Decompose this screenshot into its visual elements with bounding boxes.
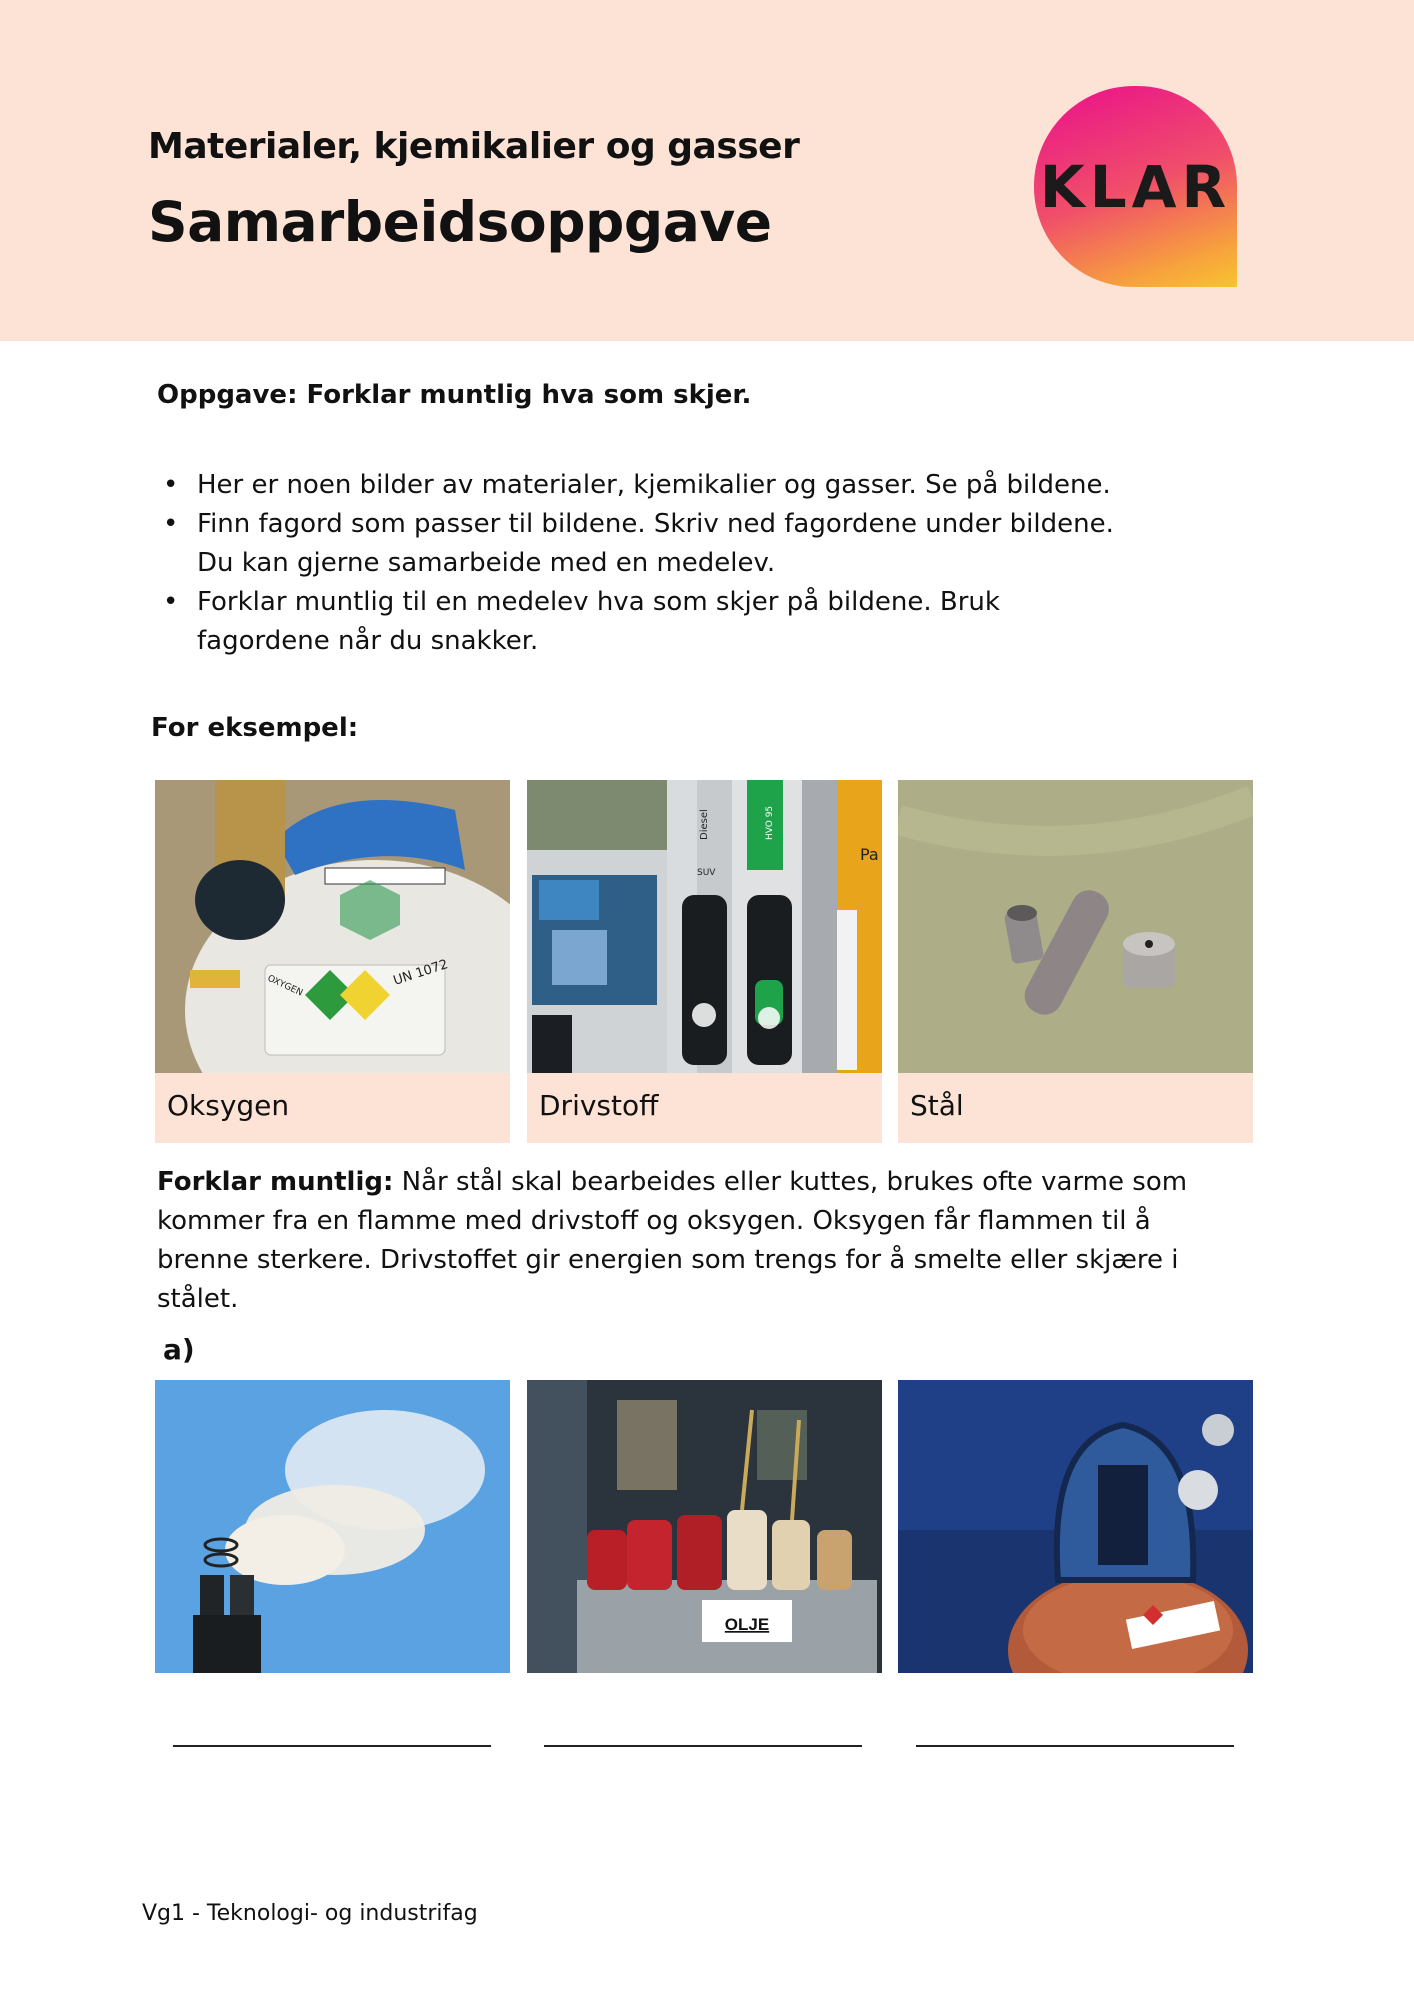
instruction-item: • Her er noen bilder av materialer, kjemikalier og gasser. Se på bildene.: [157, 466, 1137, 505]
svg-text:HVO 95: HVO 95: [765, 805, 775, 840]
chimney-smoke-photo: [155, 1380, 510, 1673]
answer-line[interactable]: [173, 1745, 491, 1747]
oral-explanation: [157, 1163, 1217, 1319]
oil-cans-photo: [527, 1380, 882, 1673]
page-subtitle: Materialer, kjemikalier og gasser: [148, 126, 800, 167]
svg-text:Pa: Pa: [860, 845, 879, 864]
explanation-lead: Forklar muntlig:: [157, 1167, 394, 1197]
steel-parts-photo: [898, 780, 1253, 1073]
caption-oxygen: Oksygen: [155, 1073, 510, 1143]
gas-cylinder-valve-photo: [898, 1380, 1253, 1673]
caption-steel: Stål: [898, 1073, 1253, 1143]
instruction-item: • Forklar muntlig til en medelev hva som skjer på bildene. Bruk fagordene når du snakker.: [157, 583, 1137, 661]
example-card-oxygen: [155, 780, 510, 1143]
fuel-pump-photo: [527, 780, 882, 1073]
logo-text: KLAR: [1039, 152, 1232, 221]
explanation-text: Når stål skal bearbeides eller kuttes, brukes ofte varme som kommer fra en flamme med drivstoff og oksygen. Oksygen får flammen til å brenne sterkere. Drivstoffet gir energien som trengs for å smelte eller skjære i stålet.: [157, 1167, 1188, 1314]
task-heading: Oppgave: Forklar muntlig hva som skjer.: [157, 380, 752, 410]
svg-text:UN 1072: UN 1072: [391, 957, 450, 989]
caption-fuel: Drivstoff: [527, 1073, 882, 1143]
page-header: [0, 0, 1414, 341]
example-card-steel: [898, 780, 1253, 1143]
oxygen-cylinder-photo: [155, 780, 510, 1073]
instruction-item: • Finn fagord som passer til bildene. Skriv ned fagordene under bildene. Du kan gjerne samarbeide med en medelev.: [157, 505, 1137, 583]
instruction-list: [157, 466, 1137, 661]
footer-text: Vg1 - Teknologi- og industrifag: [142, 1901, 478, 1926]
example-card-fuel: [527, 780, 882, 1143]
svg-text:Diesel: Diesel: [699, 809, 710, 840]
answer-line[interactable]: [916, 1745, 1234, 1747]
page-title: Samarbeidsoppgave: [148, 190, 772, 254]
svg-text:SUV: SUV: [697, 868, 716, 878]
svg-text:OXYGEN: OXYGEN: [265, 973, 305, 999]
answer-line[interactable]: [544, 1745, 862, 1747]
exercise-a-label: a): [163, 1333, 195, 1366]
example-label: For eksempel:: [151, 713, 359, 743]
svg-text:OLJE: OLJE: [724, 1615, 770, 1634]
klar-logo: [1034, 86, 1237, 287]
